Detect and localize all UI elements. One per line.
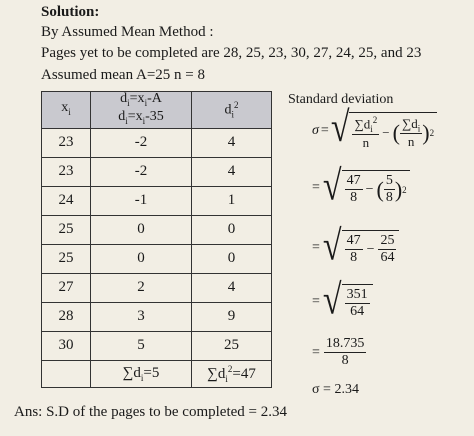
table-row: 23 -2 4 (42, 157, 272, 186)
table-total-row (42, 360, 272, 387)
assumed-mean-text: Assumed mean A=25 n = 8 (41, 67, 205, 83)
pages-text: Pages yet to be completed are 28, 25, 23, 30, 27, 24, 25, and 23 (41, 45, 422, 61)
sqrt-symbol: √ (330, 104, 350, 151)
header-x: $x_i$ (42, 92, 91, 129)
sd-step-2: = √ $\frac{47}{8}$ − $\frac{25}{64}$ (312, 230, 399, 266)
table-row: 30 5 25 (42, 331, 272, 360)
table-row: 25 0 0 (42, 244, 272, 273)
table-row: 24 -1 1 (42, 186, 272, 215)
method-text: By Assumed Mean Method : (41, 24, 214, 40)
table-row: 28 3 9 (42, 302, 272, 331)
table-row: 23 -2 4 (42, 128, 272, 157)
solution-label: Solution: (41, 4, 100, 20)
sd-step-3: = √ $\frac{351}{64}$ (312, 284, 373, 320)
sd-formula: σ = √ $\frac{\sum d_i^2}{n}$ − ( $\frac{\sum d_i}{n}$ ) 2 (312, 112, 437, 151)
standard-deviation-label: Standard deviation (288, 92, 394, 107)
sd-result: σ = 2.34 (312, 382, 359, 397)
table-row: 27 2 4 (42, 273, 272, 302)
sum-d-cell: $\sum d_i=5$ (91, 360, 192, 387)
sd-step-4: = $\frac{18.735}{8}$ (312, 336, 365, 368)
header-d-squared: $d_i^2$ (192, 92, 272, 129)
table-row: 25 0 0 (42, 215, 272, 244)
answer-text: Ans: S.D of the pages to be completed = 2.34 (14, 404, 287, 420)
sum-d-squared-cell: $\sum d_i^2=47$ (192, 360, 272, 387)
sd-step-1: = √ $\frac{47}{8}$ − ( $\frac{5}{8}$ ) 2 (312, 170, 410, 206)
deviation-table (41, 91, 272, 388)
table-header-row (42, 92, 272, 129)
header-d: $d_i=x_i-A$ $d_i=x_i-35$ (91, 92, 192, 129)
